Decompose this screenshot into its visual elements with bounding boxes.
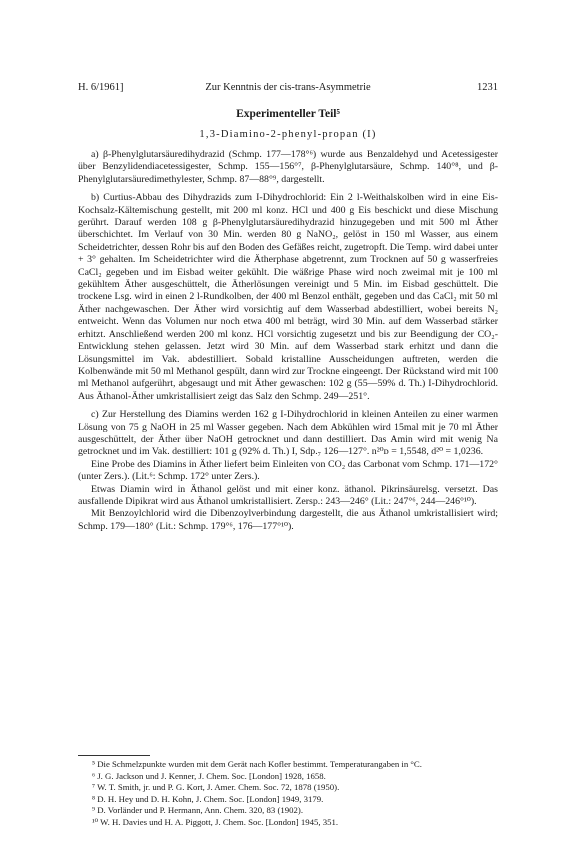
paragraph-dipikrat: Etwas Diamin wird in Äthanol gelöst und mit einer konz. äthanol. Pikrinsäurelsg. versetzt. Das ausfallende Dipikrat wird aus Äthanol umkristallisiert. Zersp.: 243—246° (Lit.: 247°⁶, 244—246°¹⁰). [78,483,498,507]
paragraph-b: b) Curtius-Abbau des Dihydrazids zum I-Dihydrochlorid: Ein 2 l-Weithalskolben wird in eine Eis-Kochsalz-Kältemischung gestellt, mit 200 ml konz. HCl und 400 g Eis beschickt und diese Mischung gerührt. Darauf werden 108 g β-Phenylglutarsäuredihydrazid hinzugegeben und mit 500 ml Äther überschichtet. Im Verlauf von 30 Min. werden 80 g NaNO₂, gelöst in 150 ml Wasser, aus einem Scheidetrichter, dessen Rohr bis auf den Boden des Gefäßes reicht, zugetropft. Die Temp. wird dabei unter + 3° gehalten. Im Scheidetrichter wird die Ätherphase abgetrennt, zum Trocknen auf 50 g wasserfreies CaCl₂ gegeben und im Eisbad weiter gekühlt. Die wäßrige Phase wird noch zweimal mit je 100 ml gekühltem Äther ausgeschüttelt, die Ätherlösungen vereinigt und 5 Min. im Eisbad geschüttelt. Die trockene Lsg. wird in einen 2 l-Rundkolben, der 400 ml Benzol enthält, gegeben und das CaCl₂ mit 50 ml Äther nachgewaschen. Der Äther wird vorsichtig auf dem Wasserbad abdestilliert, wobei bereits N₂ entweicht. Wenn das Volumen nur noch etwa 400 ml beträgt, wird 30 Min. auf dem Wasserbad stärker erhitzt. Anschließend werden 200 ml konz. HCl vorsichtig zugesetzt und bis zur Beendigung der CO₂-Entwicklung stehen gelassen. Jetzt wird 30 Min. auf dem Wasserbad stark erhitzt und dann die Lösungsmittel im Vak. abdestilliert. Sobald kristalline Ausscheidungen auftreten, werden die Kolbenwände mit 50 ml Methanol gespült, dann wird zur Trockne eingeengt. Der Rückstand wird mit 100 ml Methanol aufgerührt, abgesaugt und mit Äther gewaschen: 102 g (55—59% d. Th.) I-Dihydrochlorid. Aus Äthanol-Äther umkristallisiert zeigt das Salz den Schmp. 249—251°. [78,192,498,402]
compound-heading: 1,3-Diamino-2-phenyl-propan (I) [199,129,377,140]
paragraph-c: c) Zur Herstellung des Diamins werden 162 g I-Dihydrochlorid in kleinen Anteilen zu einer warmen Lösung von 75 g NaOH in 25 ml Wasser gegeben. Nach dem Abkühlen wird 15mal mit je 70 ml Äther ausgeschüttelt, der Äther über NaOH getrocknet und dann destilliert. Das Amin wird mit wenig Na getrocknet und im Vak. destilliert: 101 g (92% d. Th.) I, Sdp.₇ 126—127°. n²⁰ᴅ = 1,5548, d²⁰ = 1,0236. [78,409,498,458]
journal-issue: H. 6/1961] [78,82,124,93]
footnote-divider [78,755,150,756]
section-title: Experimenteller Teil⁵ [236,108,340,120]
paragraph-a: a) β-Phenylglutarsäuredihydrazid (Schmp. 177—178°⁶) wurde aus Benzaldehyd und Acetessigester über Benzylidendiacetessigester, Schmp. 155—156°⁷, β-Phenylglutarsäure, Schmp. 140°⁸, und β-Phenylglutarsäuredimethylester, Schmp. 87—88°⁹, dargestellt. [78,149,498,185]
footnote-7: ⁷ W. T. Smith, jr. und P. G. Kort, J. Amer. Chem. Soc. 72, 1878 (1950). [92,782,340,793]
paragraph-dibenzoyl: Mit Benzoylchlorid wird die Dibenzoylverbindung dargestellt, die aus Äthanol umkristallisiert wird; Schmp. 179—180° (Lit.: Schmp. 179°⁶, 176—177°¹⁰). [78,508,498,532]
footnotes [78,759,498,829]
footnote-10: ¹⁰ W. H. Davies und H. A. Piggott, J. Chem. Soc. [London] 1945, 351. [92,816,339,827]
running-title: Zur Kenntnis der cis-trans-Asymmetrie [205,82,371,93]
footnote-9: ⁹ D. Vorländer und P. Hermann, Ann. Chem. 320, 83 (1902). [92,805,304,816]
footnote-5: ⁵ Die Schmelzpunkte wurden mit dem Gerät nach Kofler bestimmt. Temperaturangaben in °C. [92,759,422,769]
footnote-8: ⁸ D. H. Hey und D. H. Kohn, J. Chem. Soc. [London] 1949, 3179. [92,793,324,804]
running-header [78,82,498,96]
paragraph-carbonate: Eine Probe des Diamins in Äther liefert beim Einleiten von CO₂ das Carbonat vom Schmp. 171—172° (unter Zers.). (Lit.⁶: Schmp. 172° unter Zers.). [78,458,498,483]
body-text [78,149,498,533]
page-number: 1231 [477,82,498,93]
footnote-6: ⁶ J. G. Jackson und J. Kenner, J. Chem. Soc. [London] 1928, 1658. [92,770,326,781]
